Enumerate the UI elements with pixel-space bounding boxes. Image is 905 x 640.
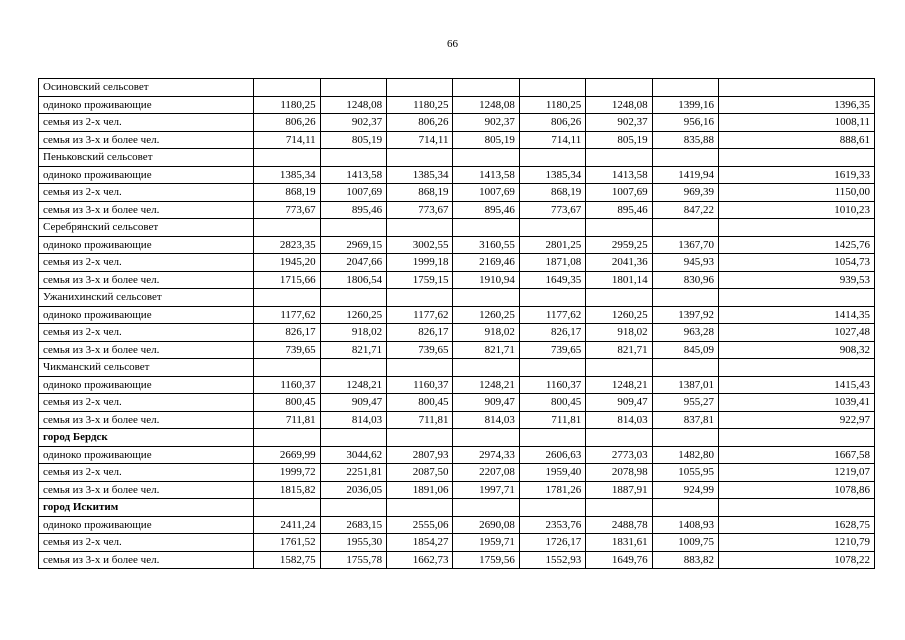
value-cell: 1854,27 — [387, 534, 453, 552]
empty-cell — [320, 149, 386, 167]
value-cell: 1667,58 — [719, 446, 875, 464]
empty-cell — [387, 429, 453, 447]
value-cell: 2959,25 — [586, 236, 652, 254]
value-cell: 1628,75 — [719, 516, 875, 534]
empty-cell — [453, 359, 519, 377]
value-cell: 2606,63 — [519, 446, 585, 464]
row-label: семья из 3-х и более чел. — [39, 271, 254, 289]
table-row — [39, 534, 875, 552]
value-cell: 1007,69 — [320, 184, 386, 202]
value-cell: 835,88 — [652, 131, 718, 149]
value-cell: 918,02 — [586, 324, 652, 342]
value-cell: 1396,35 — [719, 96, 875, 114]
value-cell: 773,67 — [387, 201, 453, 219]
empty-cell — [254, 149, 320, 167]
value-cell: 908,32 — [719, 341, 875, 359]
value-cell: 714,11 — [519, 131, 585, 149]
table-row — [39, 166, 875, 184]
value-cell: 1248,21 — [320, 376, 386, 394]
value-cell: 847,22 — [652, 201, 718, 219]
value-cell: 1997,71 — [453, 481, 519, 499]
value-cell: 902,37 — [453, 114, 519, 132]
empty-cell — [652, 499, 718, 517]
value-cell: 814,03 — [586, 411, 652, 429]
empty-cell — [320, 359, 386, 377]
value-cell: 1415,43 — [719, 376, 875, 394]
value-cell: 1413,58 — [586, 166, 652, 184]
row-label: одиноко проживающие — [39, 96, 254, 114]
table-row — [39, 516, 875, 534]
value-cell: 806,26 — [387, 114, 453, 132]
empty-cell — [586, 289, 652, 307]
empty-cell — [387, 499, 453, 517]
empty-cell — [254, 219, 320, 237]
empty-cell — [320, 499, 386, 517]
empty-cell — [519, 289, 585, 307]
table-row — [39, 306, 875, 324]
value-cell: 1552,93 — [519, 551, 585, 569]
section-title: Чикманский сельсовет — [39, 359, 254, 377]
value-cell: 902,37 — [320, 114, 386, 132]
value-cell: 1160,37 — [254, 376, 320, 394]
row-label: одиноко проживающие — [39, 306, 254, 324]
row-label: семья из 3-х и более чел. — [39, 201, 254, 219]
value-cell: 837,81 — [652, 411, 718, 429]
value-cell: 773,67 — [254, 201, 320, 219]
row-label: одиноко проживающие — [39, 376, 254, 394]
value-cell: 924,99 — [652, 481, 718, 499]
value-cell: 1007,69 — [453, 184, 519, 202]
value-cell: 821,71 — [453, 341, 519, 359]
value-cell: 2087,50 — [387, 464, 453, 482]
row-label: семья из 2-х чел. — [39, 394, 254, 412]
empty-cell — [320, 79, 386, 97]
empty-cell — [320, 219, 386, 237]
value-cell: 1887,91 — [586, 481, 652, 499]
empty-cell — [387, 219, 453, 237]
empty-cell — [652, 429, 718, 447]
table-row — [39, 411, 875, 429]
value-cell: 895,46 — [453, 201, 519, 219]
value-cell: 909,47 — [320, 394, 386, 412]
value-cell: 1414,35 — [719, 306, 875, 324]
section-title: Ужанихинский сельсовет — [39, 289, 254, 307]
table-row — [39, 551, 875, 569]
table-row — [39, 394, 875, 412]
empty-cell — [652, 79, 718, 97]
empty-cell — [453, 499, 519, 517]
table-row — [39, 201, 875, 219]
empty-cell — [652, 219, 718, 237]
table-row — [39, 131, 875, 149]
value-cell: 3160,55 — [453, 236, 519, 254]
table-row — [39, 341, 875, 359]
empty-cell — [254, 289, 320, 307]
value-cell: 1408,93 — [652, 516, 718, 534]
value-cell: 3044,62 — [320, 446, 386, 464]
value-cell: 868,19 — [387, 184, 453, 202]
value-cell: 868,19 — [519, 184, 585, 202]
value-cell: 1959,40 — [519, 464, 585, 482]
value-cell: 883,82 — [652, 551, 718, 569]
value-cell: 821,71 — [586, 341, 652, 359]
empty-cell — [719, 79, 875, 97]
value-cell: 1010,23 — [719, 201, 875, 219]
empty-cell — [586, 79, 652, 97]
row-label: семья из 3-х и более чел. — [39, 131, 254, 149]
value-cell: 1027,48 — [719, 324, 875, 342]
value-cell: 963,28 — [652, 324, 718, 342]
row-label: семья из 2-х чел. — [39, 114, 254, 132]
value-cell: 1831,61 — [586, 534, 652, 552]
row-label: семья из 2-х чел. — [39, 534, 254, 552]
empty-cell — [453, 289, 519, 307]
value-cell: 922,97 — [719, 411, 875, 429]
value-cell: 1755,78 — [320, 551, 386, 569]
value-cell: 845,09 — [652, 341, 718, 359]
value-cell: 1385,34 — [254, 166, 320, 184]
empty-cell — [320, 429, 386, 447]
value-cell: 1248,08 — [453, 96, 519, 114]
value-cell: 945,93 — [652, 254, 718, 272]
value-cell: 2169,46 — [453, 254, 519, 272]
value-cell: 1999,72 — [254, 464, 320, 482]
value-cell: 1387,01 — [652, 376, 718, 394]
empty-cell — [586, 149, 652, 167]
value-cell: 1150,00 — [719, 184, 875, 202]
empty-cell — [719, 149, 875, 167]
empty-cell — [320, 289, 386, 307]
value-cell: 1248,08 — [320, 96, 386, 114]
value-cell: 1419,94 — [652, 166, 718, 184]
row-label: семья из 2-х чел. — [39, 324, 254, 342]
value-cell: 1177,62 — [387, 306, 453, 324]
value-cell: 800,45 — [387, 394, 453, 412]
value-cell: 1726,17 — [519, 534, 585, 552]
empty-cell — [719, 289, 875, 307]
value-cell: 1806,54 — [320, 271, 386, 289]
table-row — [39, 96, 875, 114]
value-cell: 1385,34 — [519, 166, 585, 184]
row-label: семья из 3-х и более чел. — [39, 411, 254, 429]
value-cell: 1662,73 — [387, 551, 453, 569]
value-cell: 2773,03 — [586, 446, 652, 464]
empty-cell — [453, 79, 519, 97]
table-row — [39, 271, 875, 289]
value-cell: 2411,24 — [254, 516, 320, 534]
value-cell: 902,37 — [586, 114, 652, 132]
value-cell: 821,71 — [320, 341, 386, 359]
empty-cell — [387, 79, 453, 97]
section-title: Пеньковский сельсовет — [39, 149, 254, 167]
empty-cell — [453, 429, 519, 447]
value-cell: 1910,94 — [453, 271, 519, 289]
value-cell: 3002,55 — [387, 236, 453, 254]
empty-cell — [586, 499, 652, 517]
value-cell: 1781,26 — [519, 481, 585, 499]
empty-cell — [586, 429, 652, 447]
value-cell: 1955,30 — [320, 534, 386, 552]
value-cell: 1180,25 — [254, 96, 320, 114]
value-cell: 2969,15 — [320, 236, 386, 254]
value-cell: 1054,73 — [719, 254, 875, 272]
value-cell: 806,26 — [519, 114, 585, 132]
value-cell: 1367,70 — [652, 236, 718, 254]
table-row — [39, 324, 875, 342]
empty-cell — [719, 429, 875, 447]
value-cell: 888,61 — [719, 131, 875, 149]
section-header-row — [39, 219, 875, 237]
row-label: одиноко проживающие — [39, 516, 254, 534]
value-cell: 1210,79 — [719, 534, 875, 552]
row-label: одиноко проживающие — [39, 446, 254, 464]
value-cell: 1801,14 — [586, 271, 652, 289]
value-cell: 1219,07 — [719, 464, 875, 482]
empty-cell — [254, 359, 320, 377]
empty-cell — [586, 219, 652, 237]
value-cell: 1619,33 — [719, 166, 875, 184]
value-cell: 1008,11 — [719, 114, 875, 132]
value-cell: 1425,76 — [719, 236, 875, 254]
value-cell: 909,47 — [453, 394, 519, 412]
section-header-row — [39, 79, 875, 97]
value-cell: 711,81 — [519, 411, 585, 429]
row-label: семья из 2-х чел. — [39, 464, 254, 482]
value-cell: 2823,35 — [254, 236, 320, 254]
value-cell: 1039,41 — [719, 394, 875, 412]
value-cell: 826,17 — [254, 324, 320, 342]
value-cell: 1248,21 — [453, 376, 519, 394]
empty-cell — [586, 359, 652, 377]
table-row — [39, 464, 875, 482]
value-cell: 1759,15 — [387, 271, 453, 289]
table-row — [39, 254, 875, 272]
value-cell: 1180,25 — [387, 96, 453, 114]
empty-cell — [519, 79, 585, 97]
empty-cell — [519, 429, 585, 447]
empty-cell — [453, 219, 519, 237]
value-cell: 806,26 — [254, 114, 320, 132]
value-cell: 2974,33 — [453, 446, 519, 464]
row-label: семья из 2-х чел. — [39, 254, 254, 272]
value-cell: 1260,25 — [453, 306, 519, 324]
row-label: одиноко проживающие — [39, 236, 254, 254]
section-title: Осиновский сельсовет — [39, 79, 254, 97]
value-cell: 1248,08 — [586, 96, 652, 114]
value-cell: 1078,22 — [719, 551, 875, 569]
empty-cell — [387, 359, 453, 377]
value-cell: 1891,06 — [387, 481, 453, 499]
page-number: 66 — [447, 38, 458, 50]
empty-cell — [453, 149, 519, 167]
value-cell: 1815,82 — [254, 481, 320, 499]
value-cell: 830,96 — [652, 271, 718, 289]
empty-cell — [519, 219, 585, 237]
value-cell: 1055,95 — [652, 464, 718, 482]
value-cell: 1260,25 — [586, 306, 652, 324]
value-cell: 1399,16 — [652, 96, 718, 114]
value-cell: 1248,21 — [586, 376, 652, 394]
value-cell: 711,81 — [254, 411, 320, 429]
value-cell: 1007,69 — [586, 184, 652, 202]
value-cell: 939,53 — [719, 271, 875, 289]
value-cell: 805,19 — [586, 131, 652, 149]
value-cell: 739,65 — [387, 341, 453, 359]
value-cell: 2488,78 — [586, 516, 652, 534]
empty-cell — [387, 289, 453, 307]
value-cell: 1959,71 — [453, 534, 519, 552]
empty-cell — [254, 79, 320, 97]
value-cell: 805,19 — [453, 131, 519, 149]
value-cell: 2807,93 — [387, 446, 453, 464]
value-cell: 2207,08 — [453, 464, 519, 482]
value-cell: 814,03 — [320, 411, 386, 429]
table-row — [39, 236, 875, 254]
row-label: одиноко проживающие — [39, 166, 254, 184]
value-cell: 1871,08 — [519, 254, 585, 272]
section-header-row — [39, 499, 875, 517]
empty-cell — [519, 499, 585, 517]
value-cell: 956,16 — [652, 114, 718, 132]
value-cell: 773,67 — [519, 201, 585, 219]
value-cell: 918,02 — [453, 324, 519, 342]
value-cell: 1177,62 — [519, 306, 585, 324]
tariff-table — [38, 78, 875, 569]
value-cell: 1649,76 — [586, 551, 652, 569]
empty-cell — [387, 149, 453, 167]
empty-cell — [254, 499, 320, 517]
value-cell: 969,39 — [652, 184, 718, 202]
section-header-row — [39, 289, 875, 307]
value-cell: 1413,58 — [320, 166, 386, 184]
value-cell: 2041,36 — [586, 254, 652, 272]
value-cell: 895,46 — [586, 201, 652, 219]
value-cell: 2078,98 — [586, 464, 652, 482]
value-cell: 2555,06 — [387, 516, 453, 534]
value-cell: 2036,05 — [320, 481, 386, 499]
value-cell: 2353,76 — [519, 516, 585, 534]
value-cell: 1649,35 — [519, 271, 585, 289]
value-cell: 1177,62 — [254, 306, 320, 324]
row-label: семья из 3-х и более чел. — [39, 341, 254, 359]
empty-cell — [652, 149, 718, 167]
empty-cell — [254, 429, 320, 447]
value-cell: 711,81 — [387, 411, 453, 429]
value-cell: 1160,37 — [519, 376, 585, 394]
empty-cell — [519, 359, 585, 377]
value-cell: 1009,75 — [652, 534, 718, 552]
value-cell: 1260,25 — [320, 306, 386, 324]
section-title: город Искитим — [39, 499, 254, 517]
value-cell: 1397,92 — [652, 306, 718, 324]
value-cell: 1715,66 — [254, 271, 320, 289]
value-cell: 1999,18 — [387, 254, 453, 272]
value-cell: 1582,75 — [254, 551, 320, 569]
value-cell: 1759,56 — [453, 551, 519, 569]
value-cell: 1761,52 — [254, 534, 320, 552]
value-cell: 1180,25 — [519, 96, 585, 114]
value-cell: 1945,20 — [254, 254, 320, 272]
table-row — [39, 184, 875, 202]
value-cell: 1078,86 — [719, 481, 875, 499]
value-cell: 826,17 — [519, 324, 585, 342]
section-header-row — [39, 359, 875, 377]
value-cell: 714,11 — [254, 131, 320, 149]
value-cell: 739,65 — [519, 341, 585, 359]
value-cell: 955,27 — [652, 394, 718, 412]
value-cell: 1160,37 — [387, 376, 453, 394]
value-cell: 1413,58 — [453, 166, 519, 184]
value-cell: 2801,25 — [519, 236, 585, 254]
value-cell: 2251,81 — [320, 464, 386, 482]
empty-cell — [519, 149, 585, 167]
value-cell: 1482,80 — [652, 446, 718, 464]
value-cell: 826,17 — [387, 324, 453, 342]
section-header-row — [39, 429, 875, 447]
value-cell: 805,19 — [320, 131, 386, 149]
row-label: семья из 3-х и более чел. — [39, 481, 254, 499]
empty-cell — [652, 289, 718, 307]
value-cell: 2669,99 — [254, 446, 320, 464]
value-cell: 918,02 — [320, 324, 386, 342]
row-label: семья из 3-х и более чел. — [39, 551, 254, 569]
table-row — [39, 446, 875, 464]
section-header-row — [39, 149, 875, 167]
empty-cell — [652, 359, 718, 377]
value-cell: 800,45 — [519, 394, 585, 412]
value-cell: 2683,15 — [320, 516, 386, 534]
value-cell: 714,11 — [387, 131, 453, 149]
value-cell: 2047,66 — [320, 254, 386, 272]
value-cell: 2690,08 — [453, 516, 519, 534]
row-label: семья из 2-х чел. — [39, 184, 254, 202]
table-row — [39, 114, 875, 132]
empty-cell — [719, 219, 875, 237]
section-title: Серебрянский сельсовет — [39, 219, 254, 237]
empty-cell — [719, 499, 875, 517]
value-cell: 800,45 — [254, 394, 320, 412]
value-cell: 1385,34 — [387, 166, 453, 184]
value-cell: 909,47 — [586, 394, 652, 412]
empty-cell — [719, 359, 875, 377]
section-title: город Бердск — [39, 429, 254, 447]
value-cell: 739,65 — [254, 341, 320, 359]
value-cell: 814,03 — [453, 411, 519, 429]
table-row — [39, 481, 875, 499]
table-row — [39, 376, 875, 394]
value-cell: 868,19 — [254, 184, 320, 202]
value-cell: 895,46 — [320, 201, 386, 219]
